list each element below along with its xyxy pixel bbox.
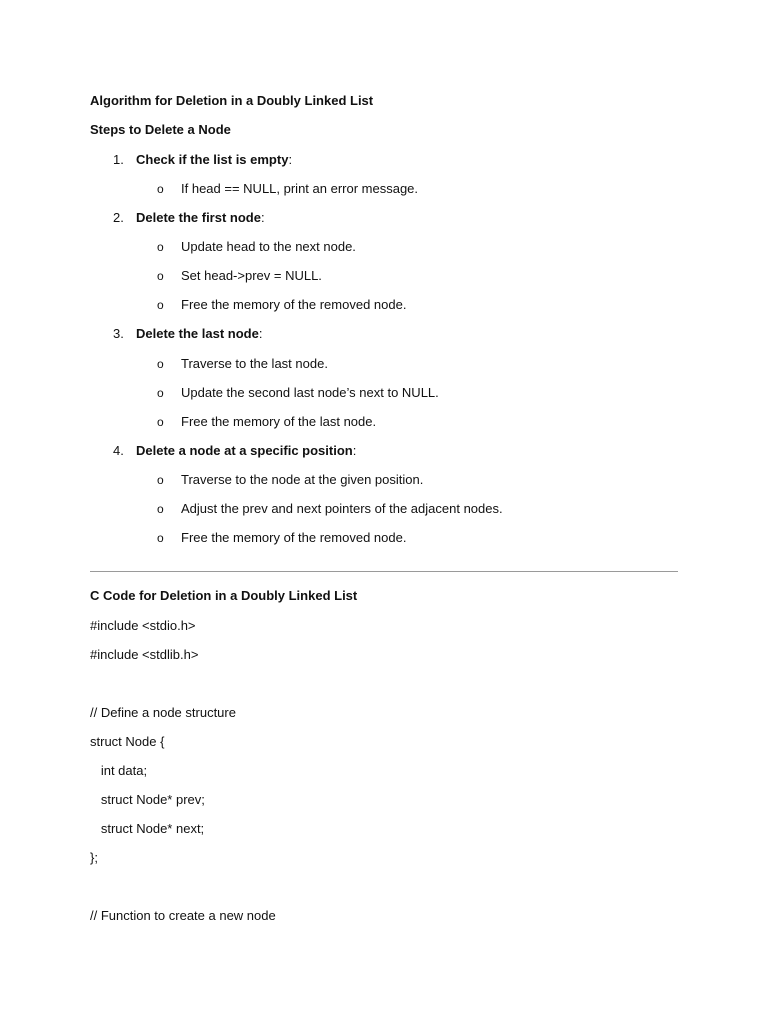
step-bullet-text: Update head to the next node. <box>181 239 356 254</box>
bullet-icon: o <box>157 269 164 283</box>
step-bullet-text: Free the memory of the removed node. <box>181 530 407 545</box>
code-line: struct Node* prev; <box>90 792 205 807</box>
step-number: 4. <box>113 443 124 458</box>
step-bullet-text: Free the memory of the last node. <box>181 414 377 429</box>
step-label <box>136 443 356 459</box>
step-label <box>136 326 262 342</box>
step-bullet-text: If head == NULL, print an error message. <box>181 181 419 196</box>
bullet-icon: o <box>157 531 164 545</box>
step-label-text: Delete the last node <box>136 326 259 341</box>
step-label-text: Delete the first node <box>136 210 261 225</box>
step-label-text: Delete a node at a specific position <box>136 443 353 458</box>
section-heading-steps: Steps to Delete a Node <box>90 122 231 137</box>
bullet-icon: o <box>157 502 164 516</box>
code-line: int data; <box>90 763 148 778</box>
bullet-icon: o <box>157 415 164 429</box>
step-bullet-text: Update the second last node’s next to NULL. <box>181 385 439 400</box>
step-label-suffix: : <box>258 326 263 341</box>
code-line: #include <stdlib.h> <box>90 647 199 662</box>
step-number: 2. <box>113 210 124 225</box>
step-number: 3. <box>113 326 124 341</box>
bullet-icon: o <box>157 386 164 400</box>
step-label-text: Check if the list is empty <box>136 152 289 167</box>
step-bullet-text: Set head->prev = NULL. <box>181 268 322 283</box>
step-bullet-text: Adjust the prev and next pointers of the adjacent nodes. <box>181 501 503 516</box>
step-label <box>136 152 292 168</box>
bullet-icon: o <box>157 357 164 371</box>
code-line: // Function to create a new node <box>90 908 276 923</box>
step-label-suffix: : <box>288 152 293 167</box>
document-title: Algorithm for Deletion in a Doubly Linked List <box>90 93 374 108</box>
step-number: 1. <box>113 152 124 167</box>
code-line: struct Node* next; <box>90 821 205 836</box>
bullet-icon: o <box>157 473 164 487</box>
bullet-icon: o <box>157 240 164 254</box>
code-line: struct Node { <box>90 734 165 749</box>
code-line: // Define a node structure <box>90 705 236 720</box>
code-line: }; <box>90 850 98 865</box>
step-bullet-text: Free the memory of the removed node. <box>181 297 407 312</box>
bullet-icon: o <box>157 182 164 196</box>
step-label-suffix: : <box>260 210 265 225</box>
step-bullet-text: Traverse to the node at the given position. <box>181 472 424 487</box>
code-line: #include <stdio.h> <box>90 618 196 633</box>
step-label <box>136 210 265 226</box>
bullet-icon: o <box>157 298 164 312</box>
step-label-suffix: : <box>352 443 357 458</box>
code-section-heading: C Code for Deletion in a Doubly Linked List <box>90 588 358 603</box>
horizontal-divider <box>90 571 678 572</box>
step-bullet-text: Traverse to the last node. <box>181 356 328 371</box>
